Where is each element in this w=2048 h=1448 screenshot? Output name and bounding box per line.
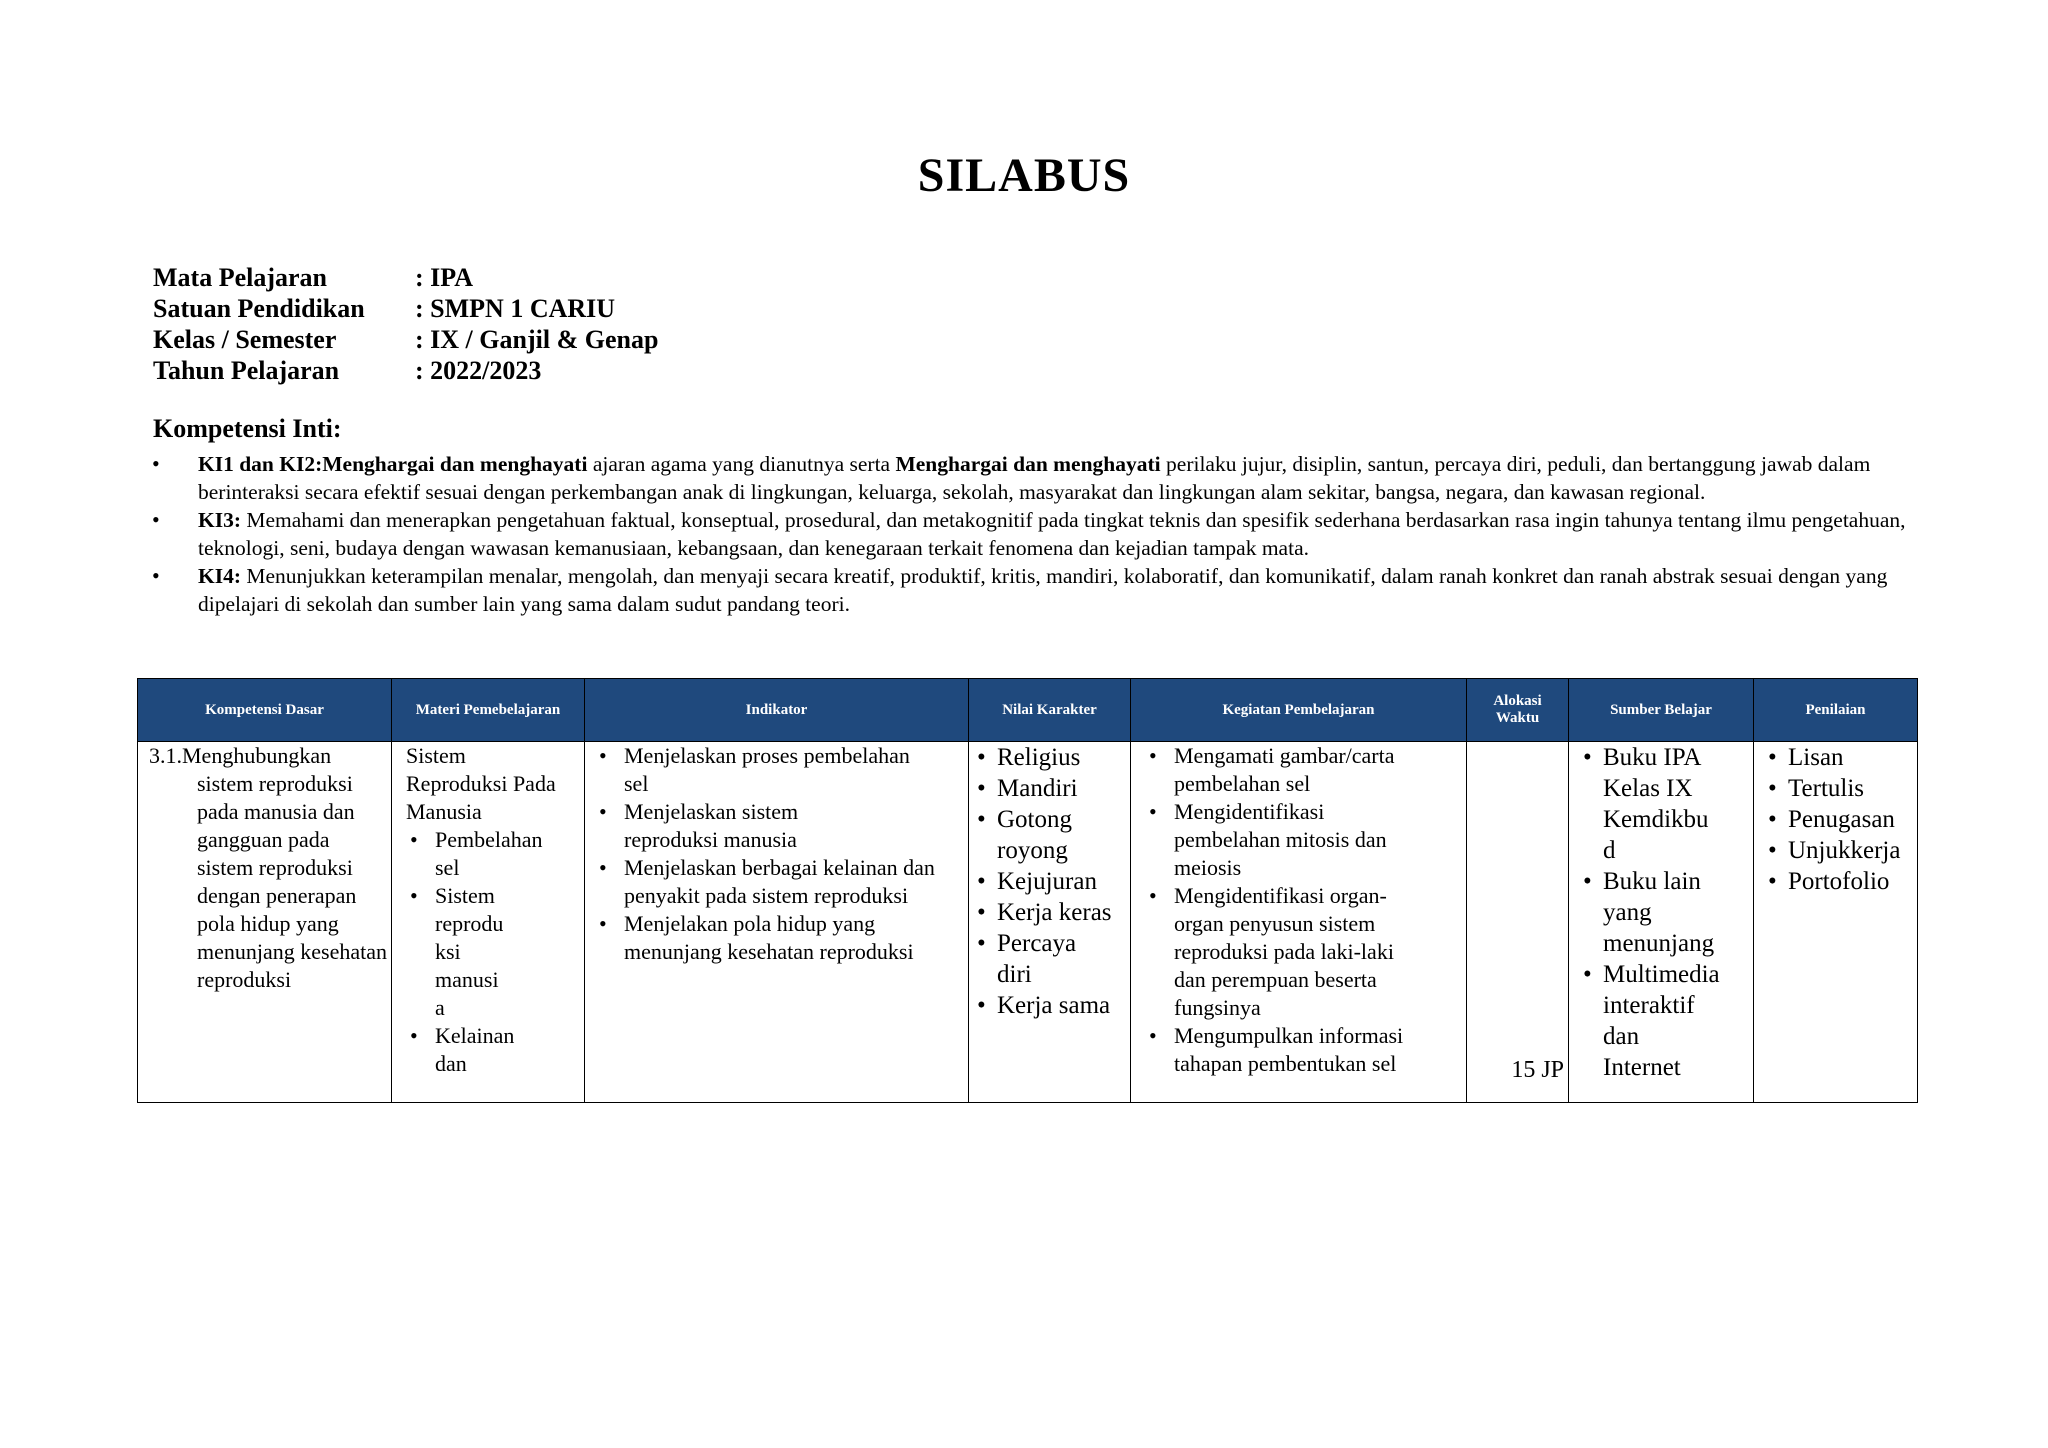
meta-value: : IX / Ganjil & Genap <box>415 325 659 354</box>
list-item: • Sistem reprodu ksi manusi a <box>402 882 505 1022</box>
list-item: • Percaya diri <box>971 928 1087 990</box>
bullet-icon: • <box>152 451 160 476</box>
materi-list <box>402 826 580 1078</box>
list-item: • Menjelaskan proses pembelahan sel <box>591 742 931 798</box>
indikator-list <box>591 742 935 966</box>
list-item: • Kerja sama <box>971 990 1130 1021</box>
meta-label: Mata Pelajaran <box>153 263 328 292</box>
ki3-label: KI3: <box>198 508 241 532</box>
ki3-item <box>150 506 1930 562</box>
list-item: • Tertulis <box>1762 773 1913 804</box>
header-indikator: Indikator <box>585 679 969 742</box>
ki4-label: KI4: <box>198 564 241 588</box>
ki4-text: Menunjukkan keterampilan menalar, mengolah, dan menyaji secara kreatif, produktif, kritis, mandiri, kolaboratif, dan komunikatif, dalam ranah konkret dan ranah abstrak sesuai dengan yang dipelajari di sekolah dan sumber lain yang sama dalam sudut pandang teori. <box>198 564 1888 616</box>
header-alokasi: Alokasi Waktu <box>1467 679 1569 742</box>
list-item: • Portofolio <box>1762 866 1913 897</box>
ki3-text: Memahami dan menerapkan pengetahuan faktual, konseptual, prosedural, dan metakognitif pada tingkat teknis dan spesifik sederhana berdasarkan rasa ingin tahunya tentang ilmu pengetahuan, teknologi, seni, budaya dengan wawasan kemanusiaan, kebangsaan, dan kenegaraan terkait fenomena dan kejadian tampak mata. <box>198 508 1906 560</box>
cell-sumber <box>1569 742 1754 1103</box>
meta-row-year <box>153 355 658 386</box>
list-item: • Penugasan <box>1762 804 1913 835</box>
course-info <box>153 262 658 386</box>
list-item: • Kerja keras <box>971 897 1130 928</box>
list-item: • Gotong royong <box>971 804 1087 866</box>
list-item: • Menjelakan pola hidup yang menunjang kesehatan reproduksi <box>591 910 924 966</box>
materi-title: Sistem Reproduksi Pada Manusia <box>406 743 556 824</box>
cell-kompetensi-dasar <box>138 742 392 1103</box>
ki12-text-1: ajaran agama yang dianutnya serta <box>587 452 896 476</box>
list-item: • Kelainan dan <box>402 1022 530 1078</box>
list-item: • Menjelaskan sistem reproduksi manusia <box>591 798 844 854</box>
kompetensi-dasar-text: 3.1.Menghubungkan sistem reproduksi pada manusia dan gangguan pada sistem reproduksi dengan penerapan pola hidup yang menunjang kesehatan reproduksi <box>149 743 387 992</box>
cell-alokasi <box>1467 742 1569 1103</box>
list-item: • Menjelaskan berbagai kelainan dan penyakit pada sistem reproduksi <box>591 854 944 910</box>
header-kompetensi-dasar: Kompetensi Dasar <box>138 679 392 742</box>
cell-materi <box>392 742 585 1103</box>
meta-row-subject <box>153 262 658 293</box>
header-penilaian: Penilaian <box>1754 679 1918 742</box>
list-item: • Mengamati gambar/carta pembelahan sel <box>1141 742 1411 798</box>
meta-value: : 2022/2023 <box>415 356 542 385</box>
bullet-icon: • <box>152 563 160 588</box>
list-item: • Buku IPA Kelas IX Kemdikbud <box>1577 742 1712 866</box>
meta-label: Kelas / Semester <box>153 325 337 354</box>
cell-kegiatan <box>1131 742 1467 1103</box>
list-item: • Mengumpulkan informasi tahapan pembentukan sel <box>1141 1022 1411 1078</box>
table-row <box>138 742 1918 1103</box>
kompetensi-inti-list <box>150 450 1930 618</box>
cell-indikator <box>585 742 969 1103</box>
list-item: • Mengidentifikasi pembelahan mitosis dan meiosis <box>1141 798 1411 882</box>
nilai-karakter-list <box>971 742 1130 1021</box>
ki12-label: KI1 dan KI2:Menghargai dan menghayati <box>198 452 588 476</box>
list-item: • Mandiri <box>971 773 1130 804</box>
ki4-item <box>150 562 1930 618</box>
penilaian-list <box>1762 742 1913 897</box>
header-sumber: Sumber Belajar <box>1569 679 1754 742</box>
table-header-row <box>138 679 1918 742</box>
list-item: • Buku lain yang menunjang <box>1577 866 1712 959</box>
list-item: • Unjukkerja <box>1762 835 1913 866</box>
meta-value: : SMPN 1 CARIU <box>415 294 616 323</box>
meta-row-school <box>153 293 658 324</box>
list-item: • Kejujuran <box>971 866 1130 897</box>
ki12-text-2: perilaku jujur, disiplin, santun, percaya diri, peduli, dan bertanggung jawab dalam berinteraksi secara efektif sesuai dengan perkembangan anak di lingkungan, keluarga, sekolah, masyarakat dan lingkungan alam sekitar, bangsa, negara, dan kawasan regional. <box>198 452 1871 504</box>
bullet-icon: • <box>152 507 160 532</box>
list-item: • Pembelahan sel <box>402 826 545 882</box>
list-item: • Mengidentifikasi organ-organ penyusun sistem reproduksi pada laki-laki dan perempuan beserta fungsinya <box>1141 882 1411 1022</box>
sumber-list <box>1577 742 1720 1083</box>
ki12-item <box>150 450 1930 506</box>
page-title: SILABUS <box>917 149 1131 202</box>
meta-value: : IPA <box>415 263 474 292</box>
meta-label: Satuan Pendidikan <box>153 294 365 323</box>
kompetensi-inti-heading: Kompetensi Inti: <box>153 414 342 443</box>
meta-label: Tahun Pelajaran <box>153 356 340 385</box>
list-item: • Multimedia interaktif dan Internet <box>1577 959 1712 1083</box>
ki12-bold-2: Menghargai dan menghayati <box>895 452 1161 476</box>
alokasi-value: 15 JP <box>1511 1057 1564 1083</box>
list-item: • Lisan <box>1762 742 1913 773</box>
list-item: • Religius <box>971 742 1130 773</box>
cell-nilai-karakter <box>969 742 1131 1103</box>
kegiatan-list <box>1141 742 1411 1078</box>
syllabus-table <box>137 678 1918 1103</box>
header-kegiatan: Kegiatan Pembelajaran <box>1131 679 1467 742</box>
cell-penilaian <box>1754 742 1918 1103</box>
header-nilai-karakter: Nilai Karakter <box>969 679 1131 742</box>
header-materi: Materi Pemebelajaran <box>392 679 585 742</box>
meta-row-class <box>153 324 658 355</box>
